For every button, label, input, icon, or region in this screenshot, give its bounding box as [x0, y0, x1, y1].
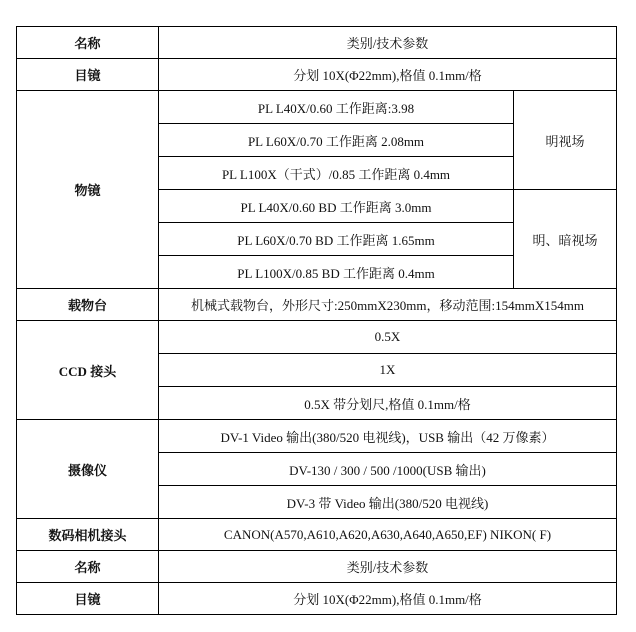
- objective-bf-label: 明视场: [514, 91, 617, 190]
- objective-bf-item: PL L100X（干式）/0.85 工作距离 0.4mm: [159, 157, 514, 190]
- footer-header-row: [17, 551, 617, 583]
- camera-item: DV-1 Video 输出(380/520 电视线)，USB 输出（42 万像素）: [159, 420, 617, 453]
- ccd-item: 0.5X 带分划尺,格值 0.1mm/格: [159, 387, 617, 420]
- eyepiece-label: 目镜: [17, 59, 159, 91]
- objective-bd-label: 明、暗视场: [514, 190, 617, 289]
- footer-eyepiece-label: 目镜: [17, 583, 159, 615]
- objective-bf-item: PL L40X/0.60 工作距离:3.98: [159, 91, 514, 124]
- stage-row: [17, 289, 617, 321]
- ccd-item: 0.5X: [159, 321, 617, 354]
- header-category: 类别/技术参数: [159, 27, 617, 59]
- footer-eyepiece-row: [17, 583, 617, 615]
- stage-value: 机械式载物台，外形尺寸:250mmX230mm，移动范围:154mmX154mm: [159, 289, 617, 321]
- spec-table: [16, 26, 617, 615]
- footer-header-name: 名称: [17, 551, 159, 583]
- ccd-item: 1X: [159, 354, 617, 387]
- digital-camera-row: [17, 519, 617, 551]
- objective-row: [17, 91, 617, 124]
- objective-bd-item: PL L40X/0.60 BD 工作距离 3.0mm: [159, 190, 514, 223]
- eyepiece-row: [17, 59, 617, 91]
- footer-header-category: 类别/技术参数: [159, 551, 617, 583]
- eyepiece-value: 分划 10X(Φ22mm),格值 0.1mm/格: [159, 59, 617, 91]
- camera-item: DV-130 / 300 / 500 /1000(USB 输出): [159, 453, 617, 486]
- objective-bd-item: PL L100X/0.85 BD 工作距离 0.4mm: [159, 256, 514, 289]
- header-name: 名称: [17, 27, 159, 59]
- ccd-row: [17, 321, 617, 354]
- objective-bf-item: PL L60X/0.70 工作距离 2.08mm: [159, 124, 514, 157]
- digital-camera-value: CANON(A570,A610,A620,A630,A640,A650,EF) NIKON( F): [159, 519, 617, 551]
- ccd-label: CCD 接头: [17, 321, 159, 420]
- footer-eyepiece-value: 分划 10X(Φ22mm),格值 0.1mm/格: [159, 583, 617, 615]
- camera-row: [17, 420, 617, 453]
- stage-label: 载物台: [17, 289, 159, 321]
- digital-camera-label: 数码相机接头: [17, 519, 159, 551]
- header-row: [17, 27, 617, 59]
- camera-label: 摄像仪: [17, 420, 159, 519]
- camera-item: DV-3 带 Video 输出(380/520 电视线): [159, 486, 617, 519]
- objective-bd-item: PL L60X/0.70 BD 工作距离 1.65mm: [159, 223, 514, 256]
- objective-label: 物镜: [17, 91, 159, 289]
